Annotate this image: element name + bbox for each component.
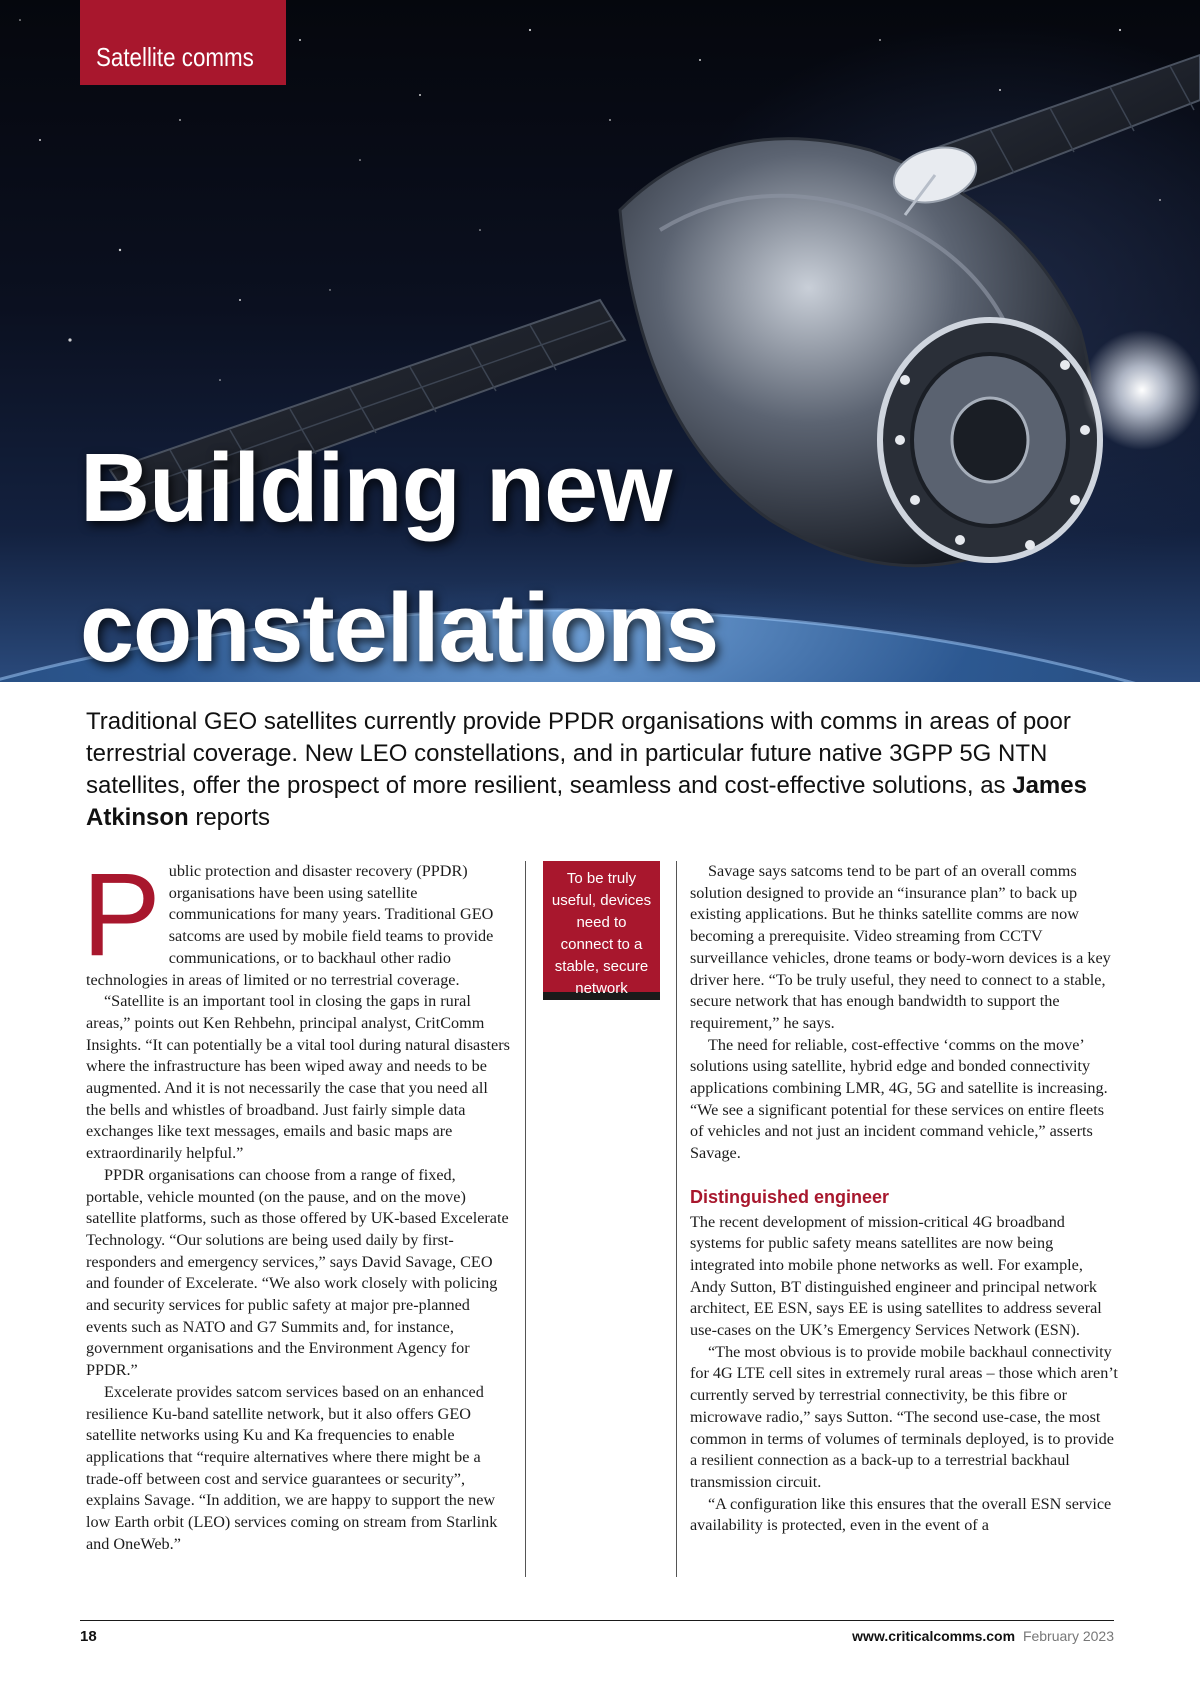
body-paragraph: The need for reliable, cost-effective ‘comms on the move’ solutions using satellite, hybrid edge and bonded connectivity applications combining LMR, 4G, 5G and satellite is increasing. “We see a significant potential for these services on entire fleets of vehicles and not just an incident command vehicle,” asserts Savage. (690, 1035, 1108, 1163)
subheading: Distinguished engineer (690, 1186, 890, 1207)
section-tag-label: Satellite comms (96, 42, 254, 72)
sun-glare (1082, 330, 1200, 450)
column-divider-right (676, 861, 677, 1577)
standfirst (86, 706, 1126, 834)
column-divider-left (525, 861, 526, 1577)
body-paragraph: “The most obvious is to provide mobile backhaul connectivity for 4G LTE cell sites in extremely rural areas – those which aren’t currently served by terrestrial connectivity, be this fibre or microwave radio,” says Sutton. “The second use-case, the most common in terms of volumes of terminals deployed, is to provide a resilient connection as a back-up to a terrestrial backhaul transmission circuit. (690, 1342, 1118, 1491)
headline-line-1: Building new (80, 433, 672, 542)
body-column-right (690, 861, 1120, 1537)
headline (80, 418, 1060, 682)
footer-rule (80, 1620, 1114, 1621)
body-paragraph: “Satellite is an important tool in closing the gaps in rural areas,” points out Ken Rehbehn, principal analyst, CritComm Insights. “It can potentially be a vital tool during natural disasters where the infrastructure has been wiped away and needs to be augmented. And it is not necessarily the case that you need all the bells and whistles of broadband. Just fairly simple data exchanges like text messages, emails and basic maps are extraordinarily helpful.” (86, 992, 510, 1163)
standfirst-text: Traditional GEO satellites currently provide PPDR organisations with comms in areas of poor terrestrial coverage. New LEO constellations, and in particular future native 3GPP 5G NTN satellites, offer the prospect of more resilient, seamless and cost-effective solutions, as (86, 708, 1071, 799)
body-column-left (82, 849, 510, 1556)
body-paragraph: “A configuration like this ensures that the overall ESN service availability is protected, even in the event of a (690, 1494, 1112, 1535)
body-paragraph: The recent development of mission-critical 4G broadband systems for public safety means satellites are now being integrated into mobile phone networks as well. For example, Andy Sutton, BT distinguished engineer and principal network architect, EE ESN, says EE is using satellites to address several use-cases on the UK’s Emergency Services Network (ESN). (690, 1212, 1102, 1340)
body-paragraph: PPDR organisations can choose from a range of fixed, portable, vehicle mounted (on the pause, and on the move) satellite platforms, such as those offered by UK-based Excelerate Technology. “Our solutions are being used daily by first-responders and emergency services,” says David Savage, CEO and founder of Excelerate. “We also work closely with policing and security services for public safety at major pre-planned events such as NATO and G7 Summits and, for instance, government organisations and the Environment Agency for PPDR.” (86, 1165, 509, 1380)
section-tag (80, 0, 286, 85)
author-name: James Atkinson (86, 772, 1087, 831)
standfirst-suffix: reports (188, 804, 271, 831)
body-paragraph: Savage says satcoms tend to be part of an overall comms solution designed to provide an “insurance plan” to back up existing applications. But he thinks satellite comms are now becoming a prerequisite. Video streaming from CCTV surveillance vehicles, drone teams or body-worn devices is a key driver here. “To be truly useful, they need to connect to a stable, secure network that has enough bandwidth to support the requirement,” he says. (690, 862, 1111, 1032)
website-link[interactable]: www.criticalcomms.com (852, 1628, 1016, 1644)
body-paragraph: Excelerate provides satcom services based on an enhanced resilience Ku-band satellite network, but it also offers GEO satellite networks using Ku and Ka frequencies to enable applications that “require alternatives where there might be a trade-off between cost and service guarantees or security”, explains Savage. “In addition, we are happy to support the new low Earth orbit (LEO) services coming on stream from Starlink and OneWeb.” (86, 1382, 498, 1553)
pull-quote (543, 861, 660, 1000)
drop-cap: P (82, 849, 161, 981)
pull-quote-text: To be truly useful, devices need to connect to a stable, secure network (551, 870, 652, 997)
headline-line-2: constellations (80, 573, 719, 682)
footer-info (852, 1628, 1114, 1644)
page-number: 18 (80, 1628, 97, 1645)
hero-image (0, 0, 1200, 682)
issue-date: February 2023 (1022, 1628, 1114, 1644)
body-paragraph: ublic protection and disaster recovery (PPDR) organisations have been using satellite communications for many years. Traditional GEO satcoms are used by mobile field teams to provide communications, or to backhaul other radio technologies in areas of limited or no terrestrial coverage. (86, 862, 494, 989)
